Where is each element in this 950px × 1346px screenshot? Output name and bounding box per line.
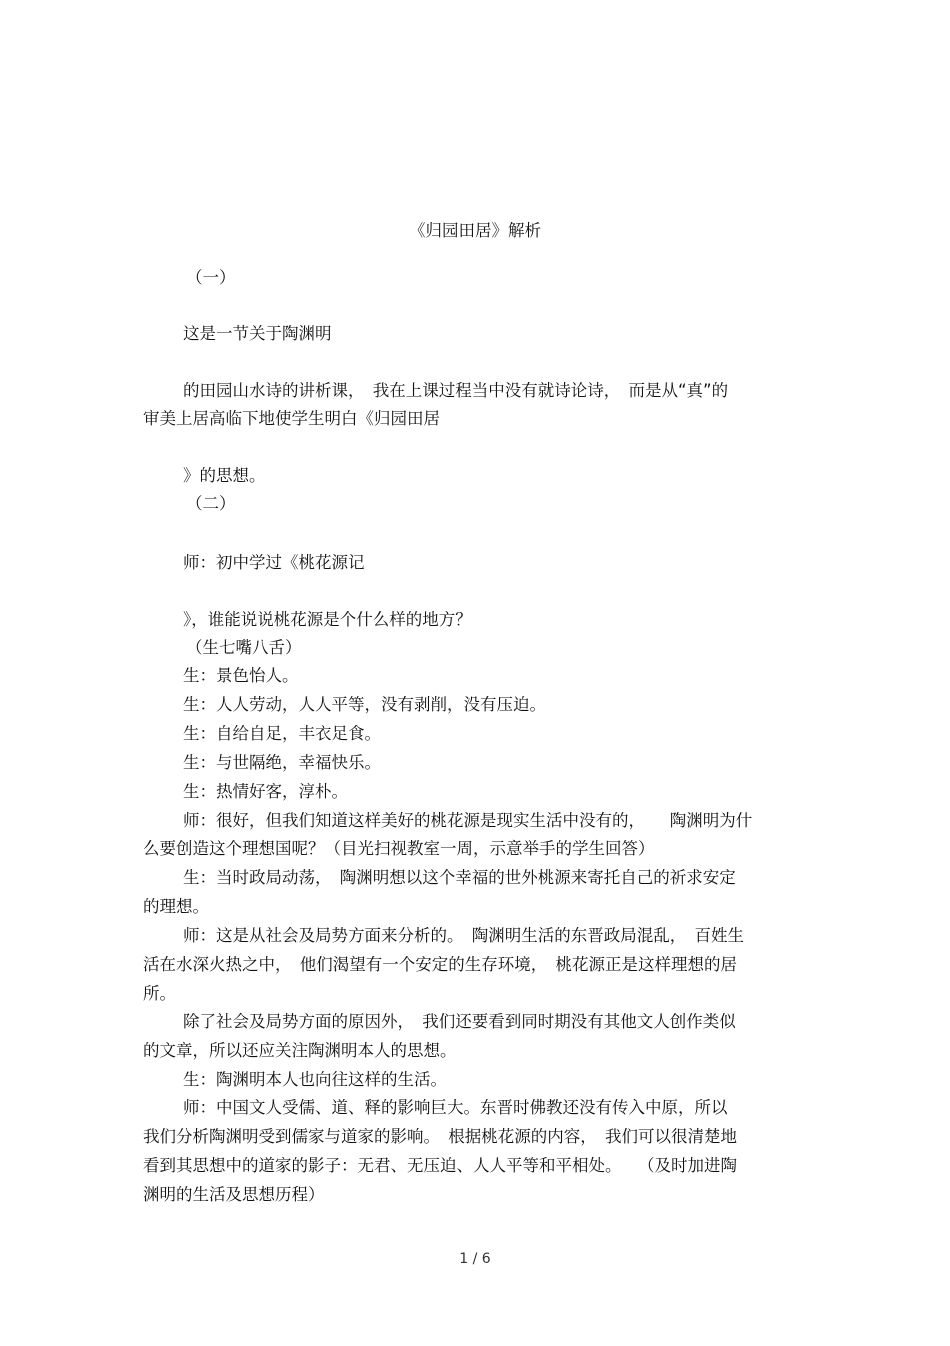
document-title: 《归园田居》解析 [409,221,541,240]
paragraph-line: 生：与世隔绝，幸福快乐。 [183,753,381,772]
paragraph-line: 的理想。 [143,897,209,916]
paragraph-line: 师：这是从社会及局势方面来分析的。 陶渊明生活的东晋政局混乱， 百姓生 [183,926,744,945]
paragraph-line: 生：当时政局动荡， 陶渊明想以这个幸福的世外桃源来寄托自己的祈求安定 [183,868,736,887]
paragraph-line: 生：热情好客，淳朴。 [183,782,348,801]
paragraph-line: 生：人人劳动，人人平等，没有剥削，没有压迫。 [183,695,546,714]
paragraph-line: 渊明的生活及思想历程） [143,1185,325,1204]
paragraph-line: 所。 [143,984,176,1003]
paragraph-line: 除了社会及局势方面的原因外， 我们还要看到同时期没有其他文人创作类似 [183,1012,736,1031]
page-number: 1 / 6 [459,1251,491,1267]
paragraph-line: 这是一节关于陶渊明 [183,324,332,343]
paragraph-line: 》的思想。 [183,466,266,485]
paragraph-line: 生：陶渊明本人也向往这样的生活。 [183,1070,447,1089]
paragraph-line: 师：很好，但我们知道这样美好的桃花源是现实生活中没有的， 陶渊明为什 [183,811,753,830]
paragraph-line: 审美上居高临下地使学生明白《归园田居 [143,409,440,428]
paragraph-line: 生：自给自足，丰衣足食。 [183,724,381,743]
paragraph-line: 》，谁能说说桃花源是个什么样的地方？ [183,610,472,629]
paragraph-line: 的文章，所以还应关注陶渊明本人的思想。 [143,1041,457,1060]
paragraph-line: 师：初中学过《桃花源记 [183,553,365,572]
paragraph-line: 活在水深火热之中， 他们渴望有一个安定的生存环境， 桃花源正是这样理想的居 [143,955,737,974]
paragraph-line: 看到其思想中的道家的影子：无君、无压迫、人人平等和平相处。 （及时加进陶 [143,1156,737,1175]
paragraph-line: 生：景色怡人。 [183,666,299,685]
paragraph-line: （生七嘴八舌） [186,638,302,657]
paragraph-line: 师：中国文人受儒、道、释的影响巨大。东晋时佛教还没有传入中原，所以 [183,1098,728,1117]
paragraph-line: 我们分析陶渊明受到儒家与道家的影响。 根据桃花源的内容， 我们可以很清楚地 [143,1127,737,1146]
paragraph-line: 么要创造这个理想国呢？（目光扫视教室一周，示意举手的学生回答） [143,839,655,858]
paragraph-line: 的田园山水诗的讲析课， 我在上课过程当中没有就诗论诗， 而是从“真”的 [183,381,729,400]
section-heading-1: （一） [186,268,236,287]
section-heading-2: （二） [186,494,236,513]
